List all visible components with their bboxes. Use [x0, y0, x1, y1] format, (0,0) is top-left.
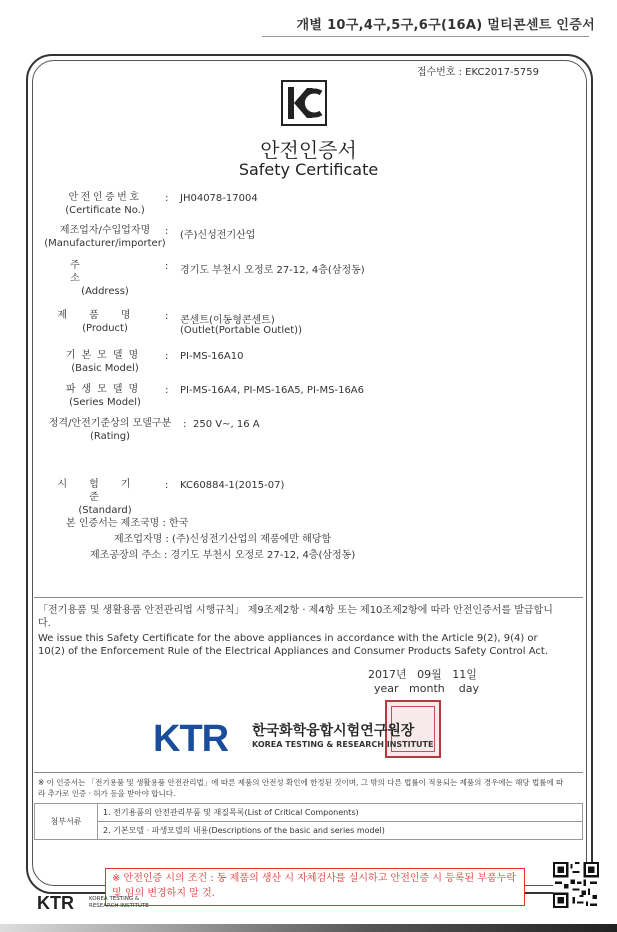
product-value-ko: 콘센트(이동형콘센트) [180, 315, 275, 326]
qr-code-icon [553, 862, 599, 908]
heading-rule [262, 36, 589, 37]
mfg-maker-value: (주)신성전기산업의 제품에만 해당함 [172, 534, 332, 545]
manufacturer-value: (주)신성전기산업 [180, 230, 256, 241]
date-year: 2017년 [368, 668, 407, 681]
attachment-item: 1. 전기용품의 안전관리부품 및 재질목록(List of Critical Components) [98, 804, 583, 822]
cert-no-value: JH04078-17004 [180, 193, 258, 204]
series-model-label-ko: 파생모델명 [65, 384, 145, 395]
mfg-country-value: 한국 [169, 518, 189, 529]
standard-label-en: (Standard) [78, 505, 132, 516]
rating-label-en: (Rating) [89, 431, 131, 442]
date-day: 11일 [452, 668, 477, 681]
footer-ktr-subtitle: KOREA TESTING & RESEARCH INSTITUTE [89, 896, 149, 909]
document-heading: 개별 10구,4구,5구,6구(16A) 멀티콘센트 인증서 [296, 18, 595, 33]
kc-mark-icon [281, 80, 327, 126]
mfg-maker-label: 제조업자명 : [114, 534, 169, 545]
issuer-name-en: KOREA TESTING & RESEARCH INSTITUTE [252, 740, 434, 749]
legal-note: ※ 이 인증서는 「전기용품 및 생활용품 안전관리법」에 따른 제품의 안전성 확인에 한정된 것이며, 그 밖의 다른 법률이 적용되는 제품의 경우에는 해당 법률에 따라 추가로 인증 · 허가 등을 받아야 합니다. [38, 778, 564, 798]
address-label-en: (Address) [81, 286, 129, 297]
mfg-maker-row [114, 530, 331, 545]
attachment-item: 2. 기본모델 · 파생모델의 내용(Descriptions of the basic and series model) [98, 822, 583, 840]
certificate-title-ko: 안전인증서 [260, 138, 357, 162]
certificate-frame-inner [32, 60, 587, 886]
mfg-factory-value: 경기도 부천시 오정로 27-12, 4층(삼정동) [170, 550, 356, 561]
product-value-en: (Outlet(Portable Outlet)) [180, 325, 302, 336]
basic-model-label-en: (Basic Model) [71, 363, 139, 374]
date-day-en: day [458, 682, 479, 695]
statement-ko: 「전기용품 및 생활용품 안전관리법 시행규칙」 제9조제2항 · 제4항 또는 제10조제2항에 따라 안전인증서를 발급합니다. [38, 605, 553, 629]
mfg-country-row [66, 514, 188, 529]
mfg-country-label: 본 인증서는 제조국명 : [66, 518, 166, 529]
product-label-ko: 제품명 [57, 310, 153, 321]
rating-value: 250 V~, 16 A [193, 419, 260, 430]
attachments-table [34, 803, 583, 840]
footer-ktr-logo: KTR [37, 893, 74, 913]
mfg-factory-label: 제조공장의 주소 : [90, 550, 168, 561]
divider [34, 597, 583, 598]
standard-value: KC60884-1(2015-07) [180, 480, 285, 491]
address-value: 경기도 부천시 오정로 27-12, 4층(삼정동) [180, 265, 365, 276]
date-year-en: year [374, 682, 399, 695]
basic-model-label-ko: 기본모델명 [65, 350, 145, 361]
receipt-number: 접수번호 : EKC2017-5759 [416, 67, 539, 78]
note-divider [34, 772, 583, 773]
attachments-label: 첨부서류 [35, 804, 98, 840]
manufacturer-label-en: (Manufacturer/importer) [44, 238, 166, 249]
footer-bar [0, 924, 617, 932]
series-model-label-en: (Series Model) [69, 397, 141, 408]
certificate-title-en: Safety Certificate [238, 160, 379, 179]
ktr-logo: KTR [153, 718, 229, 760]
cert-no-label-ko: 안전인증번호 [68, 192, 142, 203]
standard-label-ko: 시험기준 [57, 479, 153, 503]
issuer-name-ko: 한국화학융합시험연구원장 [252, 723, 415, 739]
mfg-factory-row [90, 546, 355, 561]
basic-model-value: PI-MS-16A10 [180, 351, 244, 362]
caution-box: ※ 안전인증 시의 조건 : 동 제품의 생산 시 자체검사를 실시하고 안전인증 시 등록된 부품누락 및 임의 변경하지 말 것. [105, 868, 525, 906]
manufacturer-label-ko: 제조업자/수입업자명 [59, 225, 151, 236]
statement-en: We issue this Safety Certificate for the above appliances in accordance with the Article 9(2), 9(4) or 10(2) of the Enforcement Rule of the Electrical Appliances and Consumer Products Safety Control Act. [38, 633, 549, 657]
cert-no-label-en: (Certificate No.) [65, 205, 145, 216]
rating-label-ko: 정격/안전기준상의 모델구분 [48, 418, 172, 429]
date-month: 09월 [417, 668, 442, 681]
issue-date-en [374, 682, 479, 695]
date-month-en: month [409, 682, 445, 695]
product-label-en: (Product) [82, 323, 128, 334]
series-model-value: PI-MS-16A4, PI-MS-16A5, PI-MS-16A6 [180, 385, 365, 396]
issue-date [368, 666, 477, 682]
address-label-ko: 주 소 [70, 260, 140, 284]
